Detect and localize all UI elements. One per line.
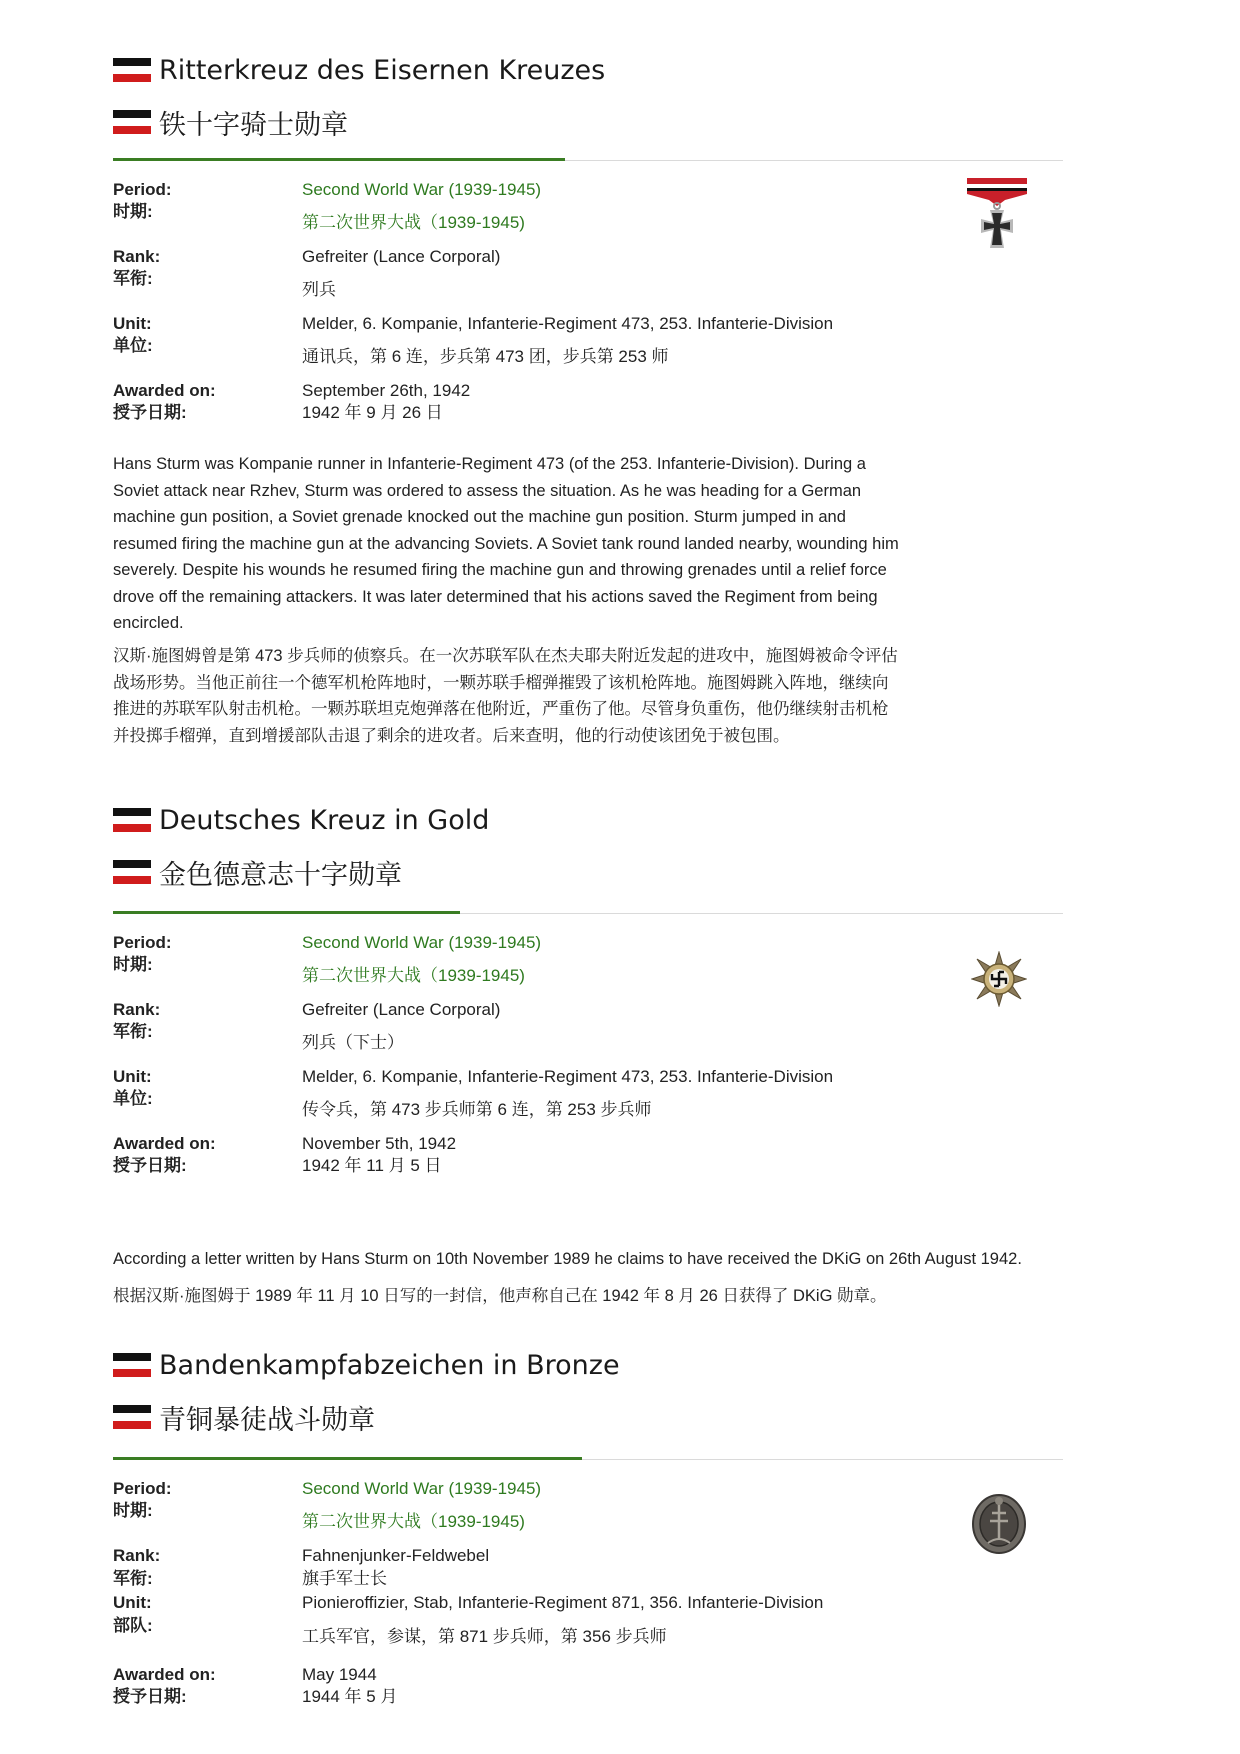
description-en: Hans Sturm was Kompanie runner in Infanterie-Regiment 473 (of the 253. Infanterie-Division). During a Soviet attack near Rzhev, Sturm was ordered to assess the situation. As he was heading for a German machine gun position, a Soviet grenade knocked out the machine gun position. Sturm jumped in and resumed firing the machine gun at the advancing Soviets. A Soviet tank round landed nearby, wounding him severely. Despite his wounds he resumed firing the machine gun and throwing grenades until a relief force drove off the remaining attackers. It was later determined that his actions saved the Regiment from being encircled. xyxy=(113,455,899,632)
period-value: Second World War (1939-1945) xyxy=(302,1479,542,1498)
period-value-zh: 第二次世界大战（1939-1945) xyxy=(302,213,525,232)
unit-value: Melder, 6. Kompanie, Infanterie-Regiment 473, 253. Infanterie-Division xyxy=(302,314,834,333)
knights-cross-icon xyxy=(965,176,1029,254)
award-title-zh: 金色德意志十字勋章 xyxy=(113,852,402,892)
unit-label: Unit: xyxy=(113,1067,152,1086)
imperial-flag-icon xyxy=(113,808,151,832)
imperial-flag-icon xyxy=(113,1353,151,1377)
title-underline xyxy=(113,1457,582,1460)
unit-label-zh: 单位: xyxy=(113,336,153,355)
rank-label-zh: 军衔: xyxy=(113,269,153,288)
unit-value-zh: 通讯兵，第 6 连，步兵第 473 团，步兵第 253 师 xyxy=(302,347,669,366)
title-underline xyxy=(113,911,460,914)
awarded-label: Awarded on: xyxy=(113,1665,216,1684)
awarded-value: November 5th, 1942 xyxy=(302,1134,457,1153)
imperial-flag-icon xyxy=(113,860,151,884)
awarded-value-zh: 1944 年 5 月 xyxy=(302,1687,398,1706)
unit-value: Pionieroffizier, Stab, Infanterie-Regiment 871, 356. Infanterie-Division xyxy=(302,1593,824,1612)
rank-value: Fahnenjunker-Feldwebel xyxy=(302,1546,490,1565)
description-en: According a letter written by Hans Sturm on 10th November 1989 he claims to have received the DKiG on 26th August 1942. xyxy=(113,1250,1022,1268)
rank-value: Gefreiter (Lance Corporal) xyxy=(302,1000,501,1019)
awarded-label: Awarded on: xyxy=(113,1134,216,1153)
award-title-de: Deutsches Kreuz in Gold xyxy=(113,800,489,840)
awarded-value-zh: 1942 年 11 月 5 日 xyxy=(302,1156,442,1175)
period-label: Period: xyxy=(113,1479,172,1498)
period-label-zh: 时期: xyxy=(113,955,153,974)
unit-label: Unit: xyxy=(113,1593,152,1612)
period-label-zh: 时期: xyxy=(113,1501,153,1520)
imperial-flag-icon xyxy=(113,1405,151,1429)
rank-label: Rank: xyxy=(113,1546,161,1565)
description-zh: 根据汉斯·施图姆于 1989 年 11 月 10 日写的一封信，他声称自己在 1942 年 8 月 26 日获得了 DKiG 勋章。 xyxy=(113,1287,887,1305)
imperial-flag-icon xyxy=(113,58,151,82)
german-cross-icon xyxy=(971,951,1027,1007)
period-label: Period: xyxy=(113,933,172,952)
unit-value-zh: 传令兵，第 473 步兵师第 6 连，第 253 步兵师 xyxy=(302,1100,652,1119)
period-label-zh: 时期: xyxy=(113,202,153,221)
award-title-de: Ritterkreuz des Eisernen Kreuzes xyxy=(113,50,605,90)
awarded-value: September 26th, 1942 xyxy=(302,381,471,400)
unit-label: Unit: xyxy=(113,314,152,333)
unit-label-zh: 单位: xyxy=(113,1089,153,1108)
rank-label-zh: 军衔: xyxy=(113,1569,153,1588)
period-value: Second World War (1939-1945) xyxy=(302,933,542,952)
period-label: Period: xyxy=(113,180,172,199)
rank-label-zh: 军衔: xyxy=(113,1022,153,1041)
award-title-de: Bandenkampfabzeichen in Bronze xyxy=(113,1345,620,1385)
anti-partisan-badge-icon xyxy=(970,1491,1028,1555)
unit-value-zh: 工兵军官，参谋，第 871 步兵师，第 356 步兵师 xyxy=(302,1627,667,1646)
awarded-label-zh: 授予日期: xyxy=(113,403,187,422)
awarded-label: Awarded on: xyxy=(113,381,216,400)
awarded-label-zh: 授予日期: xyxy=(113,1687,187,1706)
rank-value-zh: 列兵（下士） xyxy=(302,1033,404,1052)
rank-value: Gefreiter (Lance Corporal) xyxy=(302,247,501,266)
awarded-value-zh: 1942 年 9 月 26 日 xyxy=(302,403,443,422)
rank-label: Rank: xyxy=(113,1000,161,1019)
unit-value: Melder, 6. Kompanie, Infanterie-Regiment 473, 253. Infanterie-Division xyxy=(302,1067,834,1086)
period-value: Second World War (1939-1945) xyxy=(302,180,542,199)
description-zh: 汉斯·施图姆曾是第 473 步兵师的侦察兵。在一次苏联军队在杰夫耶夫附近发起的进攻中，施图姆被命令评估战场形势。当他正前往一个德军机枪阵地时，一颗苏联手榴弹摧毁了该机枪阵地。施图姆跳入阵地，继续向推进的苏联军队射击机枪。一颗苏联坦克炮弹落在他附近，严重伤了他。尽管身负重伤，他仍继续射击机枪并投掷手榴弹，直到增援部队击退了剩余的进攻者。后来查明，他的行动使该团免于被包围。 xyxy=(113,647,898,745)
rank-value-zh: 旗手军士长 xyxy=(302,1569,387,1588)
rank-value-zh: 列兵 xyxy=(302,280,336,299)
imperial-flag-icon xyxy=(113,110,151,134)
awarded-label-zh: 授予日期: xyxy=(113,1156,187,1175)
title-underline xyxy=(113,158,565,161)
award-title-zh: 铁十字骑士勋章 xyxy=(113,102,348,142)
awarded-value: May 1944 xyxy=(302,1665,377,1684)
unit-label-zh: 部队: xyxy=(113,1616,153,1635)
award-title-zh: 青铜暴徒战斗勋章 xyxy=(113,1397,375,1437)
period-value-zh: 第二次世界大战（1939-1945) xyxy=(302,966,525,985)
period-value-zh: 第二次世界大战（1939-1945) xyxy=(302,1512,525,1531)
rank-label: Rank: xyxy=(113,247,161,266)
